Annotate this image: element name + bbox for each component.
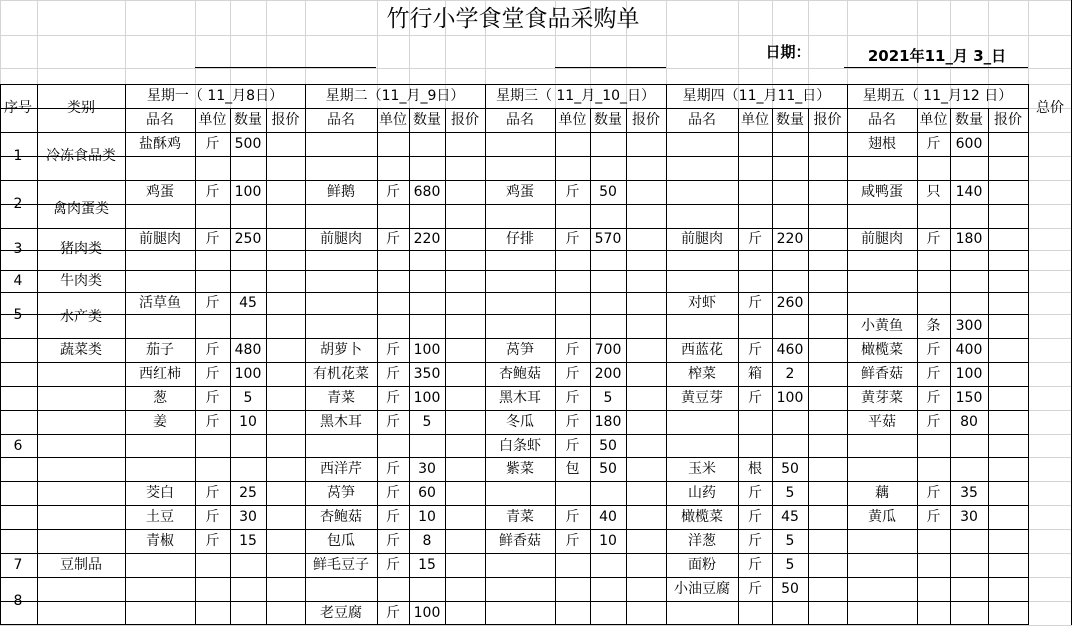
table-border xyxy=(0,410,1029,411)
item-name: 鸡蛋 xyxy=(506,184,534,200)
item-unit: 包 xyxy=(565,461,580,477)
table-border xyxy=(0,314,1029,315)
item-unit: 只 xyxy=(926,184,941,200)
item-qty: 100 xyxy=(955,366,983,382)
table-border xyxy=(0,481,1029,482)
item-qty: 260 xyxy=(776,295,804,311)
table-border xyxy=(445,108,446,625)
section-category: 蔬菜类 xyxy=(60,342,102,358)
item-unit: 斤 xyxy=(926,390,941,406)
table-border xyxy=(0,505,1029,506)
item-name: 盐酥鸡 xyxy=(139,136,181,152)
item-qty: 2 xyxy=(785,366,795,382)
section-category: 牛肉类 xyxy=(60,273,102,289)
grid-line xyxy=(0,35,1072,36)
item-unit: 斤 xyxy=(205,366,220,382)
header-sub: 单位 xyxy=(558,112,587,128)
item-name: 青菜 xyxy=(327,390,355,406)
item-qty: 500 xyxy=(234,136,262,152)
item-name: 对虾 xyxy=(688,295,716,311)
item-unit: 斤 xyxy=(386,342,400,358)
item-qty: 40 xyxy=(599,509,617,525)
item-qty: 5 xyxy=(785,533,795,549)
header-sub: 品名 xyxy=(146,112,174,128)
item-qty: 300 xyxy=(955,318,983,334)
table-border xyxy=(772,108,773,625)
item-qty: 15 xyxy=(239,533,257,549)
header-total: 总价 xyxy=(1036,100,1064,116)
item-qty: 50 xyxy=(599,184,617,200)
header-day: 星期一（ 11_月8日） xyxy=(146,88,284,104)
header-day: 星期四（11_月11_日） xyxy=(682,88,831,104)
item-qty: 220 xyxy=(776,231,804,247)
header-sub: 品名 xyxy=(327,112,355,128)
item-name: 小黄鱼 xyxy=(861,318,903,334)
item-unit: 斤 xyxy=(205,342,220,358)
item-unit: 斤 xyxy=(565,366,580,382)
header-sub: 单位 xyxy=(379,112,407,128)
header-sub: 单位 xyxy=(198,112,227,128)
item-unit: 斤 xyxy=(386,557,400,573)
table-border xyxy=(230,108,231,625)
item-unit: 斤 xyxy=(386,231,400,247)
item-name: 西洋芹 xyxy=(320,461,362,477)
table-border xyxy=(0,108,1029,109)
table-border xyxy=(0,434,1029,435)
table-border xyxy=(195,67,376,68)
item-qty: 50 xyxy=(599,461,617,477)
item-name: 前腿肉 xyxy=(139,231,181,247)
item-name: 黄豆芽 xyxy=(681,390,723,406)
table-border xyxy=(0,457,1029,458)
item-name: 玉米 xyxy=(688,461,716,477)
item-name: 前腿肉 xyxy=(861,231,903,247)
item-name: 仔排 xyxy=(506,231,534,247)
item-qty: 680 xyxy=(413,184,441,200)
item-unit: 斤 xyxy=(926,509,941,525)
header-sub: 单位 xyxy=(919,112,948,128)
item-qty: 570 xyxy=(594,231,622,247)
item-unit: 斤 xyxy=(565,390,580,406)
table-border xyxy=(590,108,591,625)
table-border xyxy=(195,108,196,625)
item-unit: 斤 xyxy=(565,231,580,247)
item-qty: 180 xyxy=(594,414,622,430)
item-unit: 斤 xyxy=(565,414,580,430)
header-sub: 单位 xyxy=(741,112,769,128)
item-unit: 斤 xyxy=(386,390,400,406)
item-name: 前腿肉 xyxy=(320,231,362,247)
table-border xyxy=(266,108,267,625)
item-unit: 斤 xyxy=(386,414,400,430)
section-category: 禽肉蛋类 xyxy=(53,201,109,217)
item-name: 橄榄菜 xyxy=(681,509,723,525)
table-border xyxy=(0,553,1029,554)
item-unit: 根 xyxy=(748,461,762,477)
section-number: 3 xyxy=(13,241,23,257)
header-sub: 报价 xyxy=(994,112,1022,128)
header-sub: 报价 xyxy=(271,112,300,128)
table-border xyxy=(0,338,1029,339)
table-border xyxy=(0,204,1029,205)
table-border xyxy=(844,67,1028,68)
header-day: 星期二（11_月_9日） xyxy=(325,88,465,104)
header-sub: 品名 xyxy=(868,112,896,128)
header-sub: 品名 xyxy=(688,112,716,128)
header-sub: 报价 xyxy=(813,112,842,128)
item-unit: 斤 xyxy=(748,533,762,549)
item-name: 茄子 xyxy=(146,342,174,358)
table-border xyxy=(305,84,306,625)
item-unit: 斤 xyxy=(748,342,762,358)
item-name: 老豆腐 xyxy=(320,605,362,621)
item-name: 杏鲍菇 xyxy=(499,366,541,382)
item-unit: 斤 xyxy=(748,295,762,311)
item-name: 青菜 xyxy=(506,509,534,525)
item-qty: 10 xyxy=(599,533,617,549)
section-number: 4 xyxy=(13,273,23,289)
item-qty: 400 xyxy=(955,342,983,358)
item-name: 西红柿 xyxy=(139,366,181,382)
header-seq: 序号 xyxy=(4,100,32,116)
item-name: 莴笋 xyxy=(327,485,355,501)
item-qty: 100 xyxy=(234,184,262,200)
item-qty: 100 xyxy=(413,605,441,621)
section-category: 猪肉类 xyxy=(60,241,102,257)
item-unit: 斤 xyxy=(926,366,941,382)
item-unit: 条 xyxy=(926,318,941,334)
table-border xyxy=(0,250,1029,251)
item-qty: 100 xyxy=(413,390,441,406)
item-qty: 30 xyxy=(418,461,436,477)
section-number: 5 xyxy=(13,307,23,323)
item-qty: 200 xyxy=(594,366,622,382)
item-name: 杏鲍菇 xyxy=(320,509,362,525)
table-border xyxy=(950,108,951,625)
header-day: 星期五（ 11_月12 日） xyxy=(862,88,1013,104)
table-border xyxy=(0,577,1029,578)
item-unit: 斤 xyxy=(205,533,220,549)
table-border xyxy=(738,108,739,625)
item-unit: 箱 xyxy=(748,366,762,382)
table-border xyxy=(0,601,1029,602)
item-unit: 斤 xyxy=(926,485,941,501)
item-name: 黑木耳 xyxy=(320,414,362,430)
table-border xyxy=(666,84,667,625)
header-sub: 报价 xyxy=(632,112,660,128)
header-sub: 数量 xyxy=(234,112,262,128)
item-unit: 斤 xyxy=(926,342,941,358)
item-unit: 斤 xyxy=(565,184,580,200)
item-qty: 15 xyxy=(418,557,436,573)
item-name: 平菇 xyxy=(868,414,896,430)
header-sub: 数量 xyxy=(955,112,983,128)
item-qty: 100 xyxy=(413,342,441,358)
section-category: 冷冻食品类 xyxy=(46,148,116,164)
table-border xyxy=(555,67,666,68)
item-qty: 5 xyxy=(785,557,795,573)
item-qty: 460 xyxy=(776,342,804,358)
item-name: 洋葱 xyxy=(688,533,716,549)
item-unit: 斤 xyxy=(205,295,220,311)
item-name: 翅根 xyxy=(868,136,896,152)
item-name: 鲜鹅 xyxy=(327,184,355,200)
item-qty: 5 xyxy=(243,390,253,406)
item-name: 土豆 xyxy=(146,509,174,525)
table-border xyxy=(409,108,410,625)
item-qty: 50 xyxy=(781,461,799,477)
item-unit: 斤 xyxy=(565,437,580,454)
item-name: 鲜毛豆子 xyxy=(313,557,369,573)
item-name: 鸡蛋 xyxy=(146,184,174,200)
table-border xyxy=(847,84,848,625)
item-qty: 45 xyxy=(239,295,257,311)
item-name: 青椒 xyxy=(146,533,174,549)
item-qty: 5 xyxy=(603,390,613,406)
item-qty: 5 xyxy=(422,414,432,430)
table-border xyxy=(0,156,1029,157)
item-qty: 480 xyxy=(234,342,262,358)
date-label: 日期： xyxy=(765,43,811,61)
item-name: 橄榄菜 xyxy=(861,342,903,358)
item-qty: 10 xyxy=(239,414,257,430)
item-unit: 斤 xyxy=(386,461,400,477)
item-name: 西蓝花 xyxy=(681,342,723,358)
item-name: 葱 xyxy=(153,390,167,406)
item-name: 藕 xyxy=(875,485,889,501)
item-unit: 斤 xyxy=(386,509,400,525)
item-unit: 斤 xyxy=(205,231,220,247)
item-name: 前腿肉 xyxy=(681,231,723,247)
item-unit: 斤 xyxy=(926,231,941,247)
table-border xyxy=(0,529,1029,530)
header-sub: 品名 xyxy=(506,112,534,128)
item-name: 姜 xyxy=(153,414,167,430)
item-name: 白条虾 xyxy=(499,437,541,454)
item-unit: 斤 xyxy=(926,136,941,152)
table-border xyxy=(485,84,486,625)
item-qty: 350 xyxy=(413,366,441,382)
grid-line xyxy=(0,68,1072,69)
item-qty: 60 xyxy=(418,485,436,501)
header-category: 类别 xyxy=(67,100,95,116)
item-unit: 斤 xyxy=(386,366,400,382)
item-name: 榨菜 xyxy=(688,366,716,382)
item-qty: 10 xyxy=(418,509,436,525)
item-qty: 35 xyxy=(960,485,978,501)
item-name: 包瓜 xyxy=(327,533,355,549)
section-category: 水产类 xyxy=(60,309,102,325)
item-unit: 斤 xyxy=(748,390,762,406)
item-name: 小油豆腐 xyxy=(674,581,730,597)
item-unit: 斤 xyxy=(205,509,220,525)
item-unit: 斤 xyxy=(205,390,220,406)
item-unit: 斤 xyxy=(386,605,400,621)
item-qty: 180 xyxy=(955,231,983,247)
item-qty: 50 xyxy=(599,437,617,454)
item-qty: 220 xyxy=(413,231,441,247)
item-qty: 50 xyxy=(781,581,799,597)
table-border xyxy=(0,84,1,625)
item-qty: 140 xyxy=(955,184,983,200)
item-name: 咸鸭蛋 xyxy=(861,184,903,200)
item-qty: 250 xyxy=(234,231,262,247)
section-number: 1 xyxy=(13,148,23,164)
item-name: 有机花菜 xyxy=(313,366,369,382)
section-number: 7 xyxy=(13,557,23,573)
item-name: 冬瓜 xyxy=(506,414,534,430)
section-number: 8 xyxy=(13,593,23,609)
item-name: 面粉 xyxy=(688,557,716,573)
item-name: 活草鱼 xyxy=(139,295,181,311)
table-border xyxy=(0,270,1029,271)
table-border xyxy=(0,84,1029,85)
item-unit: 斤 xyxy=(205,184,220,200)
item-qty: 25 xyxy=(239,485,257,501)
item-qty: 8 xyxy=(422,533,432,549)
item-unit: 斤 xyxy=(748,485,762,501)
item-name: 莴笋 xyxy=(506,342,534,358)
item-unit: 斤 xyxy=(205,414,220,430)
page-title: 竹行小学食堂食品采购单 xyxy=(386,6,640,32)
table-border xyxy=(626,108,627,625)
item-name: 山药 xyxy=(688,485,716,501)
table-border xyxy=(125,84,126,625)
table-border xyxy=(0,180,1029,181)
item-qty: 30 xyxy=(239,509,257,525)
item-qty: 100 xyxy=(234,366,262,382)
table-border xyxy=(808,108,809,625)
item-name: 黄瓜 xyxy=(868,509,896,525)
date-value: 2021年11_月 3_日 xyxy=(867,47,1007,65)
table-border xyxy=(0,292,1029,293)
item-qty: 100 xyxy=(776,390,804,406)
table-border xyxy=(0,386,1029,387)
item-qty: 600 xyxy=(955,136,983,152)
item-name: 黄芽菜 xyxy=(861,390,903,406)
table-border xyxy=(37,84,38,625)
item-unit: 斤 xyxy=(565,533,580,549)
item-unit: 斤 xyxy=(926,414,941,430)
header-sub: 数量 xyxy=(776,112,804,128)
header-sub: 数量 xyxy=(594,112,622,128)
item-unit: 斤 xyxy=(205,136,220,152)
item-qty: 80 xyxy=(960,414,978,430)
section-category: 豆制品 xyxy=(60,557,102,573)
item-unit: 斤 xyxy=(748,557,762,573)
item-name: 紫菜 xyxy=(506,461,534,477)
table-border xyxy=(555,108,556,625)
table-border xyxy=(1028,84,1029,625)
table-border xyxy=(377,108,378,625)
header-sub: 报价 xyxy=(451,112,479,128)
item-unit: 斤 xyxy=(748,231,762,247)
grid-line xyxy=(0,0,1072,1)
item-unit: 斤 xyxy=(386,184,400,200)
item-name: 胡萝卜 xyxy=(320,342,362,358)
item-unit: 斤 xyxy=(386,485,400,501)
item-unit: 斤 xyxy=(205,485,220,501)
item-unit: 斤 xyxy=(748,509,762,525)
item-name: 鲜香菇 xyxy=(499,533,541,549)
item-unit: 斤 xyxy=(386,533,400,549)
item-name: 鲜香菇 xyxy=(861,366,903,382)
header-sub: 数量 xyxy=(413,112,441,128)
item-qty: 30 xyxy=(960,509,978,525)
section-number: 6 xyxy=(13,437,23,454)
item-name: 茭白 xyxy=(146,485,174,501)
table-border xyxy=(0,132,1029,133)
item-qty: 700 xyxy=(594,342,622,358)
section-number: 2 xyxy=(13,196,23,212)
header-day: 星期三（ 11_月_10_日） xyxy=(495,88,656,104)
item-qty: 45 xyxy=(781,509,799,525)
item-qty: 150 xyxy=(955,390,983,406)
item-unit: 斤 xyxy=(748,581,762,597)
item-unit: 斤 xyxy=(565,342,580,358)
table-border xyxy=(988,108,989,625)
table-border xyxy=(0,362,1029,363)
item-unit: 斤 xyxy=(565,509,580,525)
item-qty: 5 xyxy=(785,485,795,501)
item-name: 黑木耳 xyxy=(499,390,541,406)
table-border xyxy=(0,228,1029,229)
table-border xyxy=(917,108,918,625)
